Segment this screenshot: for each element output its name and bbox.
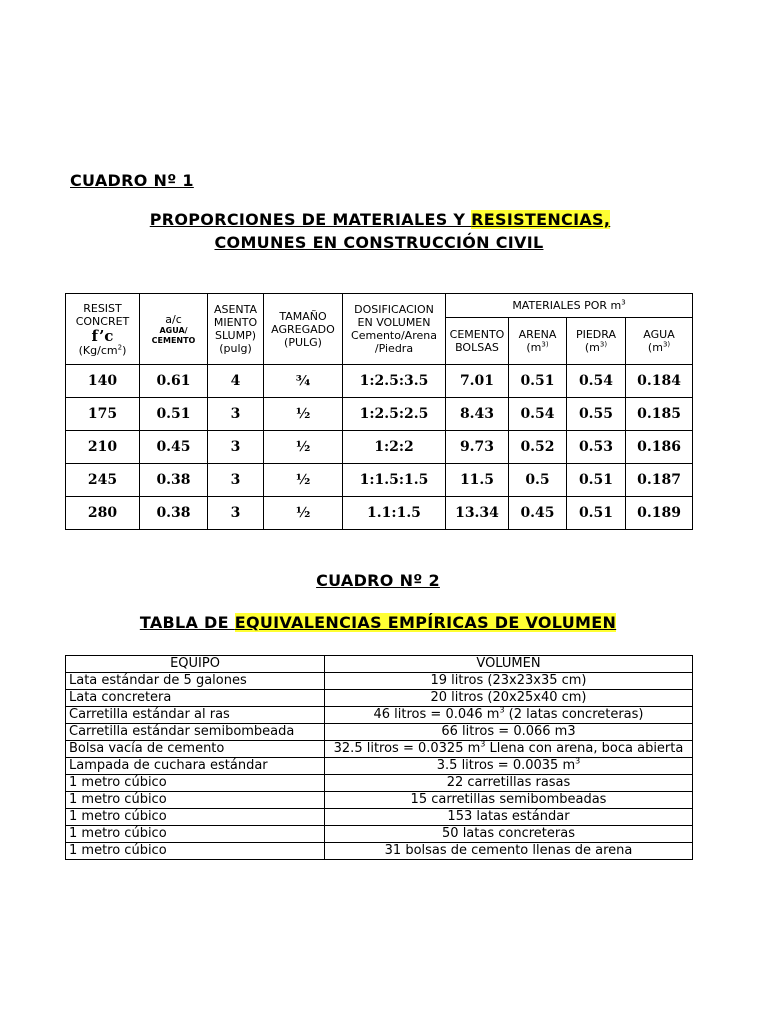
cell-volumen bbox=[325, 826, 693, 843]
header-cemento-line1: CEMENTO bbox=[449, 328, 505, 341]
cell-arena: 0.52 bbox=[509, 431, 567, 464]
header-arena bbox=[509, 318, 567, 365]
cell-volumen bbox=[325, 792, 693, 809]
header-arena-unit: (m bbox=[526, 341, 542, 354]
cell-resist: 245 bbox=[66, 464, 140, 497]
table-row bbox=[66, 826, 693, 843]
volumen-text: 153 latas estándar bbox=[447, 809, 570, 824]
cell-cemento: 11.5 bbox=[446, 464, 509, 497]
cell-volumen bbox=[325, 809, 693, 826]
cuadro2-title bbox=[0, 613, 756, 632]
cell-volumen bbox=[325, 741, 693, 758]
header-ac-line3: CEMENTO bbox=[151, 335, 196, 345]
cuadro2-label: CUADRO Nº 2 bbox=[316, 571, 440, 590]
cell-resist: 175 bbox=[66, 398, 140, 431]
cell-equipo: Lampada de cuchara estándar bbox=[66, 758, 325, 775]
volumen-sup: 3 bbox=[480, 739, 486, 749]
header-tam-line2: AGREGADO bbox=[271, 322, 335, 336]
header-tam-line1: TAMAÑO bbox=[279, 309, 327, 323]
header-arena-sup: 3) bbox=[541, 340, 549, 349]
cell-piedra: 0.53 bbox=[567, 431, 626, 464]
header-materiales-text: MATERIALES POR m bbox=[512, 299, 622, 312]
table-header-row bbox=[66, 656, 693, 673]
cell-volumen bbox=[325, 690, 693, 707]
header-piedra-unit: (m bbox=[584, 341, 600, 354]
cell-volumen bbox=[325, 843, 693, 860]
cell-cemento: 7.01 bbox=[446, 365, 509, 398]
cell-volumen bbox=[325, 673, 693, 690]
table-row bbox=[66, 724, 693, 741]
cell-dosificacion: 1.1:1.5 bbox=[343, 497, 446, 530]
volumen-sup: 3 bbox=[575, 756, 581, 766]
header-agua-line1: AGUA bbox=[643, 328, 675, 341]
header-asent-line2: MIENTO bbox=[213, 316, 258, 329]
table-row bbox=[66, 792, 693, 809]
volumen-text: 32.5 litros = 0.0325 m bbox=[333, 741, 481, 756]
cuadro2-title-part1: TABLA DE bbox=[139, 613, 235, 632]
cell-resist: 280 bbox=[66, 497, 140, 530]
header-asent-line4: (pulg) bbox=[219, 342, 252, 355]
header-resist-line2: CONCRET bbox=[75, 314, 130, 328]
cell-agua: 0.186 bbox=[626, 431, 693, 464]
cell-dosificacion: 1:2.5:3.5 bbox=[343, 365, 446, 398]
cell-ac: 0.45 bbox=[140, 431, 208, 464]
volumen-text: 46 litros = 0.046 m bbox=[373, 707, 500, 722]
table-row bbox=[66, 758, 693, 775]
header-piedra-sup: 3) bbox=[599, 340, 608, 349]
cuadro1-title-part1: PROPORCIONES DE MATERIALES Y bbox=[149, 210, 472, 229]
equivalencias-table bbox=[65, 655, 693, 860]
cell-ac: 0.38 bbox=[140, 497, 208, 530]
header-resist bbox=[66, 294, 140, 365]
cell-equipo: 1 metro cúbico bbox=[66, 809, 325, 826]
cell-equipo: Carretilla estándar semibombeada bbox=[66, 724, 325, 741]
volumen-text: 22 carretillas rasas bbox=[446, 775, 571, 790]
header-cemento-line2: BOLSAS bbox=[455, 341, 499, 354]
header-resist-unit-text: (Kg/cm bbox=[78, 343, 118, 357]
cell-equipo: 1 metro cúbico bbox=[66, 775, 325, 792]
cell-volumen bbox=[325, 758, 693, 775]
header-ac-line1: a/c bbox=[165, 312, 182, 326]
cell-tamano: ½ bbox=[264, 398, 343, 431]
cell-equipo: 1 metro cúbico bbox=[66, 826, 325, 843]
table-row bbox=[66, 741, 693, 758]
header-volumen: VOLUMEN bbox=[325, 656, 693, 673]
cell-asentamiento: 3 bbox=[208, 497, 264, 530]
cell-volumen bbox=[325, 724, 693, 741]
table-row bbox=[66, 707, 693, 724]
header-asentamiento bbox=[208, 294, 264, 365]
cuadro1-label: CUADRO Nº 1 bbox=[70, 171, 194, 190]
cell-tamano: ½ bbox=[264, 464, 343, 497]
table-row bbox=[66, 690, 693, 707]
header-ac bbox=[140, 294, 208, 365]
cell-cemento: 8.43 bbox=[446, 398, 509, 431]
table-row bbox=[66, 843, 693, 860]
cell-piedra: 0.51 bbox=[567, 497, 626, 530]
cell-dosificacion: 1:1.5:1.5 bbox=[343, 464, 446, 497]
cell-equipo: Carretilla estándar al ras bbox=[66, 707, 325, 724]
cell-tamano: ¾ bbox=[264, 365, 343, 398]
header-piedra bbox=[567, 318, 626, 365]
table-row bbox=[66, 431, 693, 464]
cell-volumen bbox=[325, 775, 693, 792]
header-ac-line2: AGUA/ bbox=[159, 325, 188, 335]
header-resist-line1: RESIST bbox=[83, 301, 122, 315]
header-asent-line1: ASENTA bbox=[213, 303, 258, 316]
header-asent-line3: SLUMP) bbox=[214, 329, 257, 342]
header-materiales-sup: 3 bbox=[621, 298, 626, 307]
header-dos-line4: /Piedra bbox=[374, 342, 414, 355]
cuadro2-title-highlight: EQUIVALENCIAS EMPÍRICAS DE VOLUMEN bbox=[234, 613, 617, 632]
header-resist-unit-close: ) bbox=[122, 343, 127, 357]
table-row bbox=[66, 775, 693, 792]
cell-equipo: Lata concretera bbox=[66, 690, 325, 707]
table-row bbox=[66, 365, 693, 398]
volumen-text-rest: Llena con arena, boca abierta bbox=[485, 741, 684, 756]
header-agua bbox=[626, 318, 693, 365]
header-piedra-line1: PIEDRA bbox=[575, 328, 617, 341]
cell-cemento: 13.34 bbox=[446, 497, 509, 530]
cell-agua: 0.184 bbox=[626, 365, 693, 398]
table-row bbox=[66, 809, 693, 826]
header-equipo: EQUIPO bbox=[66, 656, 325, 673]
cell-resist: 140 bbox=[66, 365, 140, 398]
header-dosificacion bbox=[343, 294, 446, 365]
cell-asentamiento: 3 bbox=[208, 398, 264, 431]
cell-arena: 0.51 bbox=[509, 365, 567, 398]
cuadro1-title-line1 bbox=[0, 210, 760, 229]
header-arena-line1: ARENA bbox=[518, 328, 557, 341]
cell-ac: 0.51 bbox=[140, 398, 208, 431]
header-dos-line1: DOSIFICACION bbox=[354, 303, 434, 316]
cell-dosificacion: 1:2:2 bbox=[343, 431, 446, 464]
cell-equipo: Bolsa vacía de cemento bbox=[66, 741, 325, 758]
cell-ac: 0.38 bbox=[140, 464, 208, 497]
cuadro1-title-highlight: RESISTENCIAS, bbox=[471, 210, 611, 229]
cell-piedra: 0.55 bbox=[567, 398, 626, 431]
header-materiales bbox=[446, 294, 693, 318]
cell-equipo: 1 metro cúbico bbox=[66, 792, 325, 809]
volumen-sup: 3 bbox=[499, 705, 505, 715]
cell-asentamiento: 4 bbox=[208, 365, 264, 398]
table-row bbox=[66, 673, 693, 690]
cell-tamano: ½ bbox=[264, 497, 343, 530]
cell-arena: 0.5 bbox=[509, 464, 567, 497]
header-agua-sup: 3) bbox=[662, 340, 671, 349]
cell-asentamiento: 3 bbox=[208, 431, 264, 464]
cell-cemento: 9.73 bbox=[446, 431, 509, 464]
header-dos-line2: EN VOLUMEN bbox=[357, 316, 431, 329]
volumen-text: 66 litros = 0.066 m3 bbox=[441, 724, 576, 739]
cell-resist: 210 bbox=[66, 431, 140, 464]
cell-tamano: ½ bbox=[264, 431, 343, 464]
volumen-text: 15 carretillas semibombeadas bbox=[410, 792, 607, 807]
volumen-text: 31 bolsas de cemento llenas de arena bbox=[384, 843, 633, 858]
cell-agua: 0.187 bbox=[626, 464, 693, 497]
cell-equipo: 1 metro cúbico bbox=[66, 843, 325, 860]
volumen-text: 20 litros (20x25x40 cm) bbox=[430, 690, 587, 705]
cell-equipo: Lata estándar de 5 galones bbox=[66, 673, 325, 690]
header-resist-fc: f’c bbox=[91, 326, 114, 345]
cell-dosificacion: 1:2.5:2.5 bbox=[343, 398, 446, 431]
header-dos-line3: Cemento/Arena bbox=[351, 329, 437, 342]
cell-arena: 0.45 bbox=[509, 497, 567, 530]
cell-agua: 0.185 bbox=[626, 398, 693, 431]
cuadro1-title-line2: COMUNES EN CONSTRUCCIÓN CIVIL bbox=[214, 233, 544, 252]
cell-arena: 0.54 bbox=[509, 398, 567, 431]
header-cemento bbox=[446, 318, 509, 365]
volumen-text: 3.5 litros = 0.0035 m bbox=[436, 758, 576, 773]
table-row bbox=[66, 497, 693, 530]
table-row bbox=[66, 464, 693, 497]
cell-asentamiento: 3 bbox=[208, 464, 264, 497]
volumen-text: 50 latas concreteras bbox=[442, 826, 575, 841]
cell-volumen bbox=[325, 707, 693, 724]
cell-agua: 0.189 bbox=[626, 497, 693, 530]
header-tam-line3: (PULG) bbox=[284, 335, 322, 349]
cell-ac: 0.61 bbox=[140, 365, 208, 398]
header-resist-unit-sup: 2 bbox=[117, 342, 123, 351]
volumen-text-rest: (2 latas concreteras) bbox=[504, 707, 644, 722]
header-resist-unit bbox=[79, 344, 127, 357]
header-agua-unit: (m bbox=[647, 341, 663, 354]
header-tamano bbox=[264, 294, 343, 365]
volumen-text: 19 litros (23x23x35 cm) bbox=[430, 673, 587, 688]
cell-piedra: 0.51 bbox=[567, 464, 626, 497]
cell-piedra: 0.54 bbox=[567, 365, 626, 398]
table-row bbox=[66, 398, 693, 431]
materials-table bbox=[65, 293, 693, 530]
